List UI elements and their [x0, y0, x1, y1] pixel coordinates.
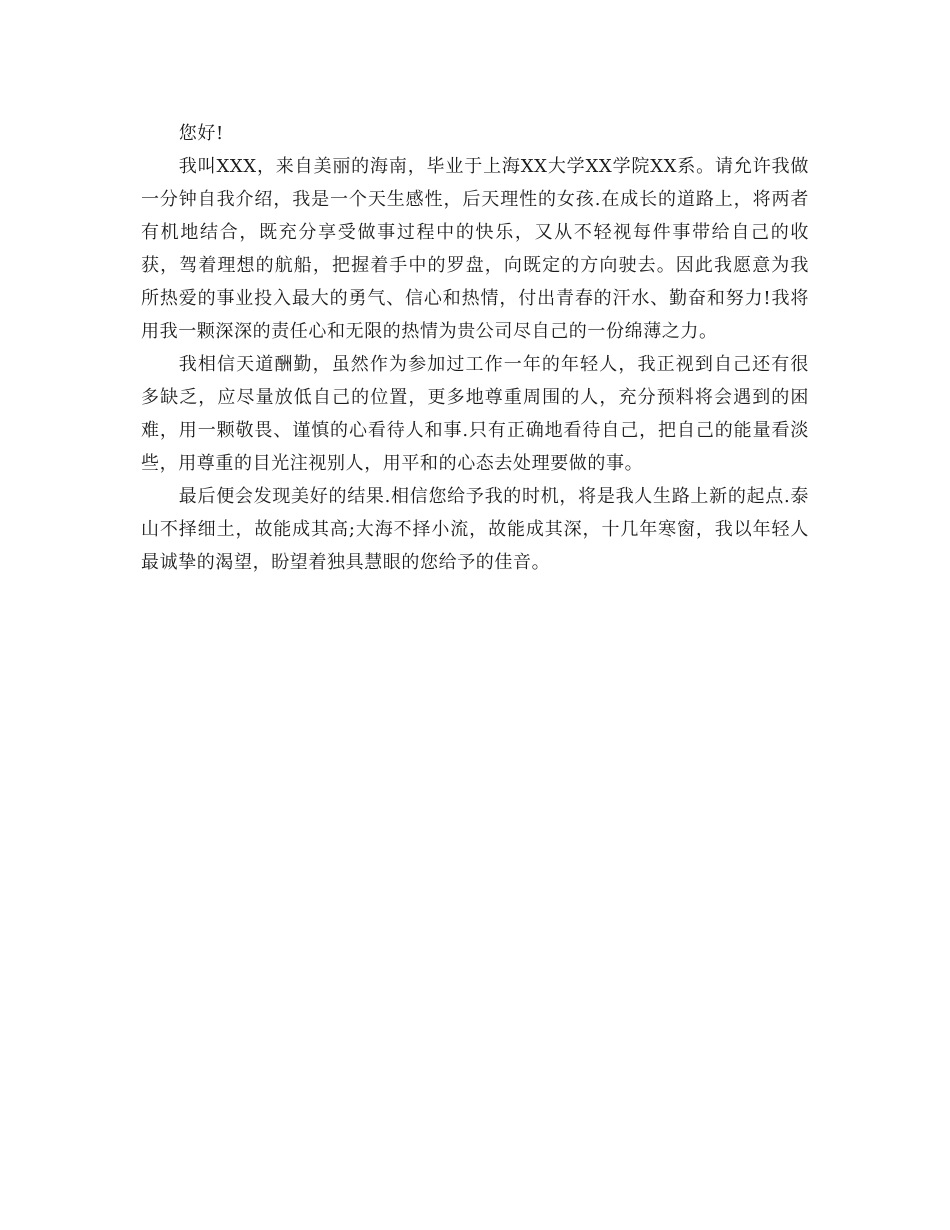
greeting: 您好!	[178, 123, 224, 144]
paragraph-closing: 最后便会发现美好的结果.相信您给予我的时机，将是我人生路上新的起点.泰山不择细土，故能成其高;大海不择小流，故能成其深，十几年寒窗，我以年轻人最诚挚的渴望，盼望着独具慧眼的您给予的佳音。	[141, 486, 809, 573]
paragraph-introduction: 我叫XXX，来自美丽的海南，毕业于上海XX大学XX学院XX系。请允许我做一分钟自我介绍，我是一个天生感性，后天理性的女孩.在成长的道路上，将两者有机地结合，既充分享受做事过程中的快乐，又从不轻视每件事带给自己的收获，驾着理想的航船，把握着手中的罗盘，向既定的方向驶去。因此我愿意为我所热爱的事业投入最大的勇气、信心和热情，付出青春的汗水、勤奋和努力!我将用我一颗深深的责任心和无限的热情为贵公司尽自己的一份绵薄之力。	[141, 156, 809, 342]
letter-body	[141, 117, 809, 579]
paragraph-attitude: 我相信天道酬勤，虽然作为参加过工作一年的年轻人，我正视到自己还有很多缺乏，应尽量放低自己的位置，更多地尊重周围的人，充分预料将会遇到的困难，用一颗敬畏、谨慎的心看待人和事.只有正确地看待自己，把自己的能量看淡些，用尊重的目光注视别人，用平和的心态去处理要做的事。	[141, 354, 809, 474]
